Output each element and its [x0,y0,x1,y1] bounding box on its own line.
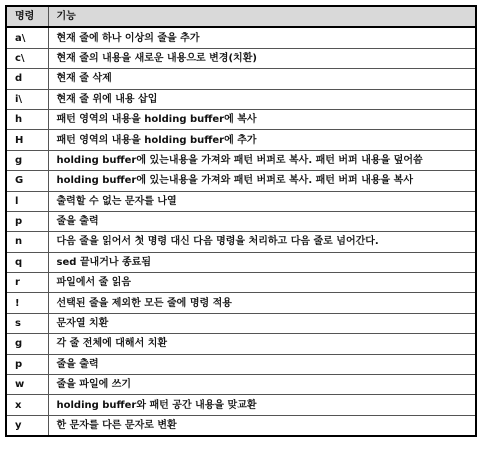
description-cell: sed 끝내거나 종료됨 [48,252,476,272]
command-cell: n [6,232,48,252]
description-cell: 패턴 영역의 내용을 holding buffer에 복사 [48,109,476,129]
description-cell: 줄을 출력 [48,354,476,374]
table-row [6,293,476,313]
table-row [6,415,476,436]
description-cell: holding buffer에 있는내용을 가져와 패턴 버퍼로 복사. 패턴 버퍼 내용을 덮어씀 [48,150,476,170]
table-row [6,48,476,68]
header-function: 기능 [48,6,476,27]
table-row [6,211,476,231]
command-cell: G [6,171,48,191]
table-body [6,27,476,436]
table-row [6,69,476,89]
command-cell: i\ [6,89,48,109]
sed-command-table-container [5,5,475,437]
description-cell: 출력할 수 없는 문자를 나열 [48,191,476,211]
description-cell: 문자열 치환 [48,313,476,333]
description-cell: 패턴 영역의 내용을 holding buffer에 추가 [48,130,476,150]
command-cell: q [6,252,48,272]
description-cell: 현재 줄 삭제 [48,69,476,89]
command-cell: h [6,109,48,129]
table-row [6,89,476,109]
table-row [6,375,476,395]
command-cell: d [6,69,48,89]
command-cell: H [6,130,48,150]
command-cell: s [6,313,48,333]
description-cell: 다음 줄을 읽어서 첫 명령 대신 다음 명령을 처리하고 다음 줄로 넘어간다. [48,232,476,252]
table-row [6,171,476,191]
description-cell: 현재 줄의 내용을 새로운 내용으로 변경(치환) [48,48,476,68]
header-command: 명령 [6,6,48,27]
table-row [6,334,476,354]
table-row [6,130,476,150]
table-row [6,273,476,293]
description-cell: 선택된 줄을 제외한 모든 줄에 명령 적용 [48,293,476,313]
command-cell: g [6,150,48,170]
table-row [6,252,476,272]
command-cell: r [6,273,48,293]
table-row [6,395,476,415]
description-cell: holding buffer와 패턴 공간 내용을 맞교환 [48,395,476,415]
command-cell: p [6,211,48,231]
table-row [6,354,476,374]
table-header-row [6,6,476,27]
command-cell: ! [6,293,48,313]
description-cell: 현재 줄 위에 내용 삽입 [48,89,476,109]
command-cell: x [6,395,48,415]
command-cell: y [6,415,48,436]
command-cell: p [6,354,48,374]
description-cell: 현재 줄에 하나 이상의 줄을 추가 [48,27,476,48]
description-cell: 파일에서 줄 읽음 [48,273,476,293]
command-cell: l [6,191,48,211]
table-row [6,232,476,252]
command-cell: w [6,375,48,395]
table-row [6,191,476,211]
description-cell: 한 문자를 다른 문자로 변환 [48,415,476,436]
command-cell: c\ [6,48,48,68]
table-row [6,150,476,170]
command-cell: a\ [6,27,48,48]
sed-command-table [5,5,477,437]
description-cell: 각 줄 전체에 대해서 치환 [48,334,476,354]
table-row [6,109,476,129]
description-cell: holding buffer에 있는내용을 가져와 패턴 버퍼로 복사. 패턴 버퍼 내용을 복사 [48,171,476,191]
table-row [6,313,476,333]
description-cell: 줄을 출력 [48,211,476,231]
command-cell: g [6,334,48,354]
description-cell: 줄을 파일에 쓰기 [48,375,476,395]
table-row [6,27,476,48]
